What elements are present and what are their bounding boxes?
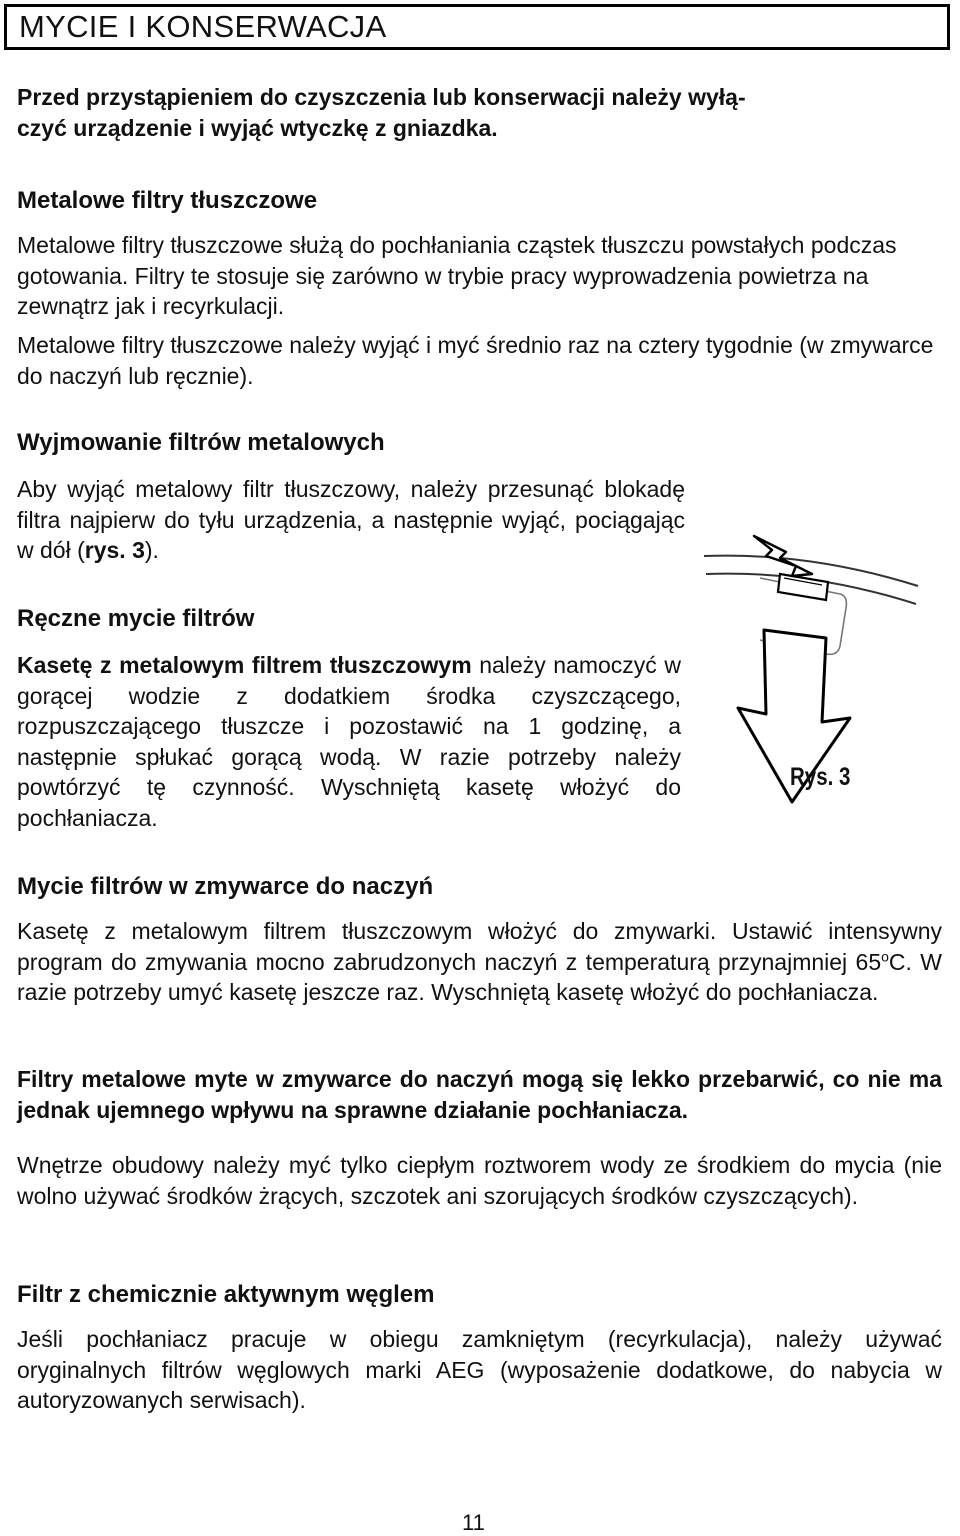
page-number: 11 <box>462 1510 485 1535</box>
discoloration-note: Filtry metalowe myte w zmywarce do naczyń mogą się lekko przebarwić, co nie ma jednak ujemnego wpływu na sprawne działanie pochłaniacza. <box>17 1066 942 1123</box>
heading-metal-filters: Metalowe filtry tłuszczowe <box>17 187 318 214</box>
filter-removal-paragraph: Aby wyjąć metalowy filtr tłuszczowy, należy przesunąć blokadę filtra najpierw do tyłu urządzenia, a następnie wyjąć, pociągając w dół (rys. 3). <box>17 476 685 563</box>
hand-wash-paragraph: Kasetę z metalowym filtrem tłuszczowym należy namoczyć w gorącej wodzie z dodatkiem środka czyszczącego, rozpuszczającego tłuszcze i pozostawić na 1 godzinę, a następnie spłukać gorącą wodą. W razie potrzeby należy powtórzyć tę czynność. Wyschniętą kasetę włożyć do pochłaniacza. <box>17 652 681 831</box>
heading-filter-removal: Wyjmowanie filtrów metalowych <box>17 429 385 456</box>
metal-filters-paragraph-2: Metalowe filtry tłuszczowe należy wyjąć i myć średnio raz na cztery tygodnie (w zmywarce do naczyń lub ręcznie). <box>17 332 934 389</box>
figure-caption: Rys. 3 <box>790 763 851 791</box>
dishwasher-paragraph: Kasetę z metalowym filtrem tłuszczowym włożyć do zmywarki. Ustawić intensywny program do zmywania mocno zabrudzonych naczyń z temperaturą przynajmniej 65$^o$C. W razie potrzeby umyć kasetę jeszcze raz. Wyschniętą kasetę włożyć do pochłaniacza. <box>17 918 943 1005</box>
page-title: MYCIE I KONSERWACJA <box>4 4 950 50</box>
carbon-filter-paragraph: Jeśli pochłaniacz pracuje w obiegu zamkniętym (recyrkulacja), należy używać oryginalnych filtrów węglowych marki AEG (wyposażenie dodatkowe, do nabycia w autoryzowanych serwisach). <box>17 1326 942 1413</box>
heading-carbon-filter: Filtr z chemicznie aktywnym węglem <box>17 1281 435 1308</box>
intro-warning-line1: Przed przystąpieniem do czyszczenia lub konserwacji należy wyłą- <box>17 84 746 110</box>
heading-dishwasher: Mycie filtrów w zmywarce do naczyń <box>17 873 434 900</box>
metal-filters-paragraph-1: Metalowe filtry tłuszczowe służą do pochłaniania cząstek tłuszczu powstałych podczas gotowania. Filtry te stosuje się zarówno w trybie pracy wyprowadzenia powietrza na zewnątrz jak i recyrkulacji. <box>17 232 897 319</box>
heading-hand-wash: Ręczne mycie filtrów <box>17 605 255 632</box>
figure-reference: rys. 3 <box>84 537 145 563</box>
intro-warning-line2: czyć urządzenie i wyjąć wtyczkę z gniazdka. <box>17 115 498 141</box>
housing-cleaning-paragraph: Wnętrze obudowy należy myć tylko ciepłym roztworem wody ze środkiem do mycia (nie wolno używać środków żrących, szczotek ani szorujących środków czyszczących). <box>17 1152 942 1209</box>
